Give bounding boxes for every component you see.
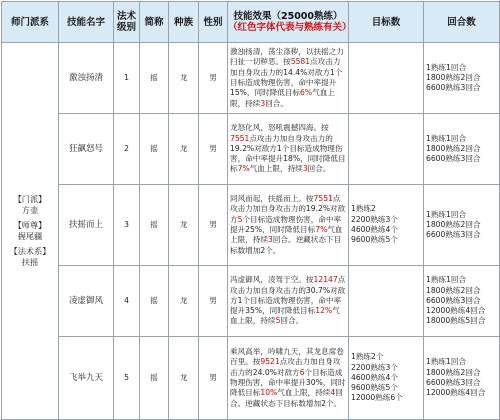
skill-gender: 男: [199, 337, 228, 420]
effect-segment: 7551: [230, 133, 250, 143]
header-level-line2: 级别: [116, 22, 136, 33]
skill-level: 1: [114, 43, 140, 114]
skill-rounds: [424, 266, 500, 337]
header-effect: [228, 2, 352, 43]
header-category: 简称: [140, 2, 169, 43]
skill-rounds: [424, 43, 500, 114]
rounds-line: 1800熟练2回合: [426, 219, 481, 229]
effect-segment: 6%: [300, 88, 313, 98]
skill-name: 激浊扬清: [59, 43, 114, 114]
effect-segment: 龙怒化风，怒吼震撼四海。按: [230, 123, 329, 133]
skill-name: 飞举九天: [59, 337, 114, 420]
skill-category: 摇: [140, 266, 169, 337]
target-line: 9600熟练5个: [351, 383, 398, 393]
header-effect-title: 技能效果（25000熟练）: [233, 11, 343, 22]
target-line: 4600熟练4个: [351, 225, 398, 234]
sect-value-school: 扶摇: [21, 257, 39, 267]
effect-segment: 5: [237, 214, 243, 224]
effect-segment: 回合。: [280, 316, 304, 326]
sect-value-sect: 方壶: [21, 205, 39, 215]
effect-segment: 回合。逆藏状态下目标数增加2个。: [230, 388, 343, 408]
rounds-line: 6600熟练3回合: [426, 295, 481, 305]
header-skill-name: 技能名字: [59, 2, 114, 43]
effect-segment: 气血上限，持续: [249, 164, 303, 174]
sect-label-sect: 【门派】: [13, 194, 47, 204]
effect-segment: 点攻击力加自身攻击力的30.7%对敌方1个目标造成物理伤害，命中率提升35%，同时降低目标: [230, 275, 346, 316]
skill-level: 4: [114, 266, 140, 337]
skill-category: 摇: [140, 43, 169, 114]
effect-segment: 6: [299, 367, 305, 377]
target-line: 4600熟练4个: [351, 372, 398, 382]
skill-race: 龙: [169, 337, 199, 420]
target-line: 12000熟练6个: [351, 393, 403, 403]
effect-segment: 7%: [315, 225, 328, 234]
skill-rounds: [424, 185, 500, 266]
rounds-line: 6600熟练3回合: [426, 378, 481, 387]
rounds-line: 1熟练1回合: [426, 133, 467, 143]
skill-effect: [228, 114, 349, 185]
effect-segment: 3: [267, 235, 273, 245]
effect-segment: 4: [330, 388, 336, 398]
header-sect: 师门派系: [2, 2, 59, 43]
effect-segment: 气血上限，持续: [230, 306, 340, 326]
skill-targets: [349, 43, 424, 114]
sect-cell: [2, 43, 59, 420]
skill-category: 摇: [140, 114, 169, 185]
effect-segment: 点攻击力加自身攻击力的19.2%对敌方: [230, 194, 346, 224]
rounds-line: 1800熟练2回合: [426, 285, 481, 295]
skill-effect: [228, 43, 349, 114]
header-race: 种族: [169, 2, 199, 43]
effect-segment: 个目标造成物理伤害，命中率提升30%，同时降低目标: [230, 367, 346, 398]
effect-segment: 3: [260, 98, 266, 108]
effect-segment: 乘风高举，吟啸九天，其龙息席卷百里。按: [230, 347, 344, 367]
effect-segment: 12147: [313, 275, 338, 285]
effect-segment: 点攻击力加自身攻击力的19.2%对敌方1个目标造成物理伤害，命中率提升18%，同时降低目标: [230, 133, 346, 174]
sect-label-school: 【法术系】: [9, 246, 51, 256]
effect-segment: 气血上限，持续: [230, 225, 343, 245]
rounds-line: 1800熟练2回合: [426, 72, 481, 82]
effect-segment: 点攻击力加自身攻击力的24.0%对敌方: [230, 357, 341, 377]
skill-race: 龙: [169, 266, 199, 337]
rounds-line: 6600熟练3回合: [426, 230, 481, 240]
target-line: 9600熟练5个: [351, 235, 398, 245]
effect-segment: 5581: [290, 57, 311, 67]
target-line: 2200熟练3个: [351, 214, 398, 224]
effect-segment: 冯虚御风，凌驾于空。按: [230, 275, 314, 285]
header-level: [114, 2, 140, 43]
header-row: [2, 2, 500, 43]
rounds-line: 1熟练1回合: [426, 209, 467, 219]
skill-rounds: [424, 114, 500, 185]
effect-segment: 个目标造成物理伤害，命中率提升25%，同时降低目标: [230, 214, 342, 234]
skill-targets: [349, 337, 424, 420]
header-effect-subtitle: （红色字体代表与熟练有关）: [228, 22, 352, 33]
effect-segment: 12%: [315, 306, 333, 316]
effect-segment: 3: [302, 164, 308, 174]
sect-label-master: 【师尊】: [13, 220, 47, 230]
effect-segment: 同风而起，扶摇而上。按: [230, 194, 314, 204]
skill-name: 凌虚御风: [59, 266, 114, 337]
skill-targets: [349, 266, 424, 337]
sect-value-master: 握尾疆: [17, 231, 43, 241]
skill-category: 摇: [140, 185, 169, 266]
effect-segment: 激浊扬清，荡尘涤秽，以扶摇之力扫扯一切秽恶。按: [230, 47, 344, 67]
rounds-line: 1800熟练2回合: [426, 367, 481, 377]
rounds-line: 6600熟练3回合: [426, 154, 481, 164]
skill-table: [1, 1, 500, 420]
effect-segment: 回合。逆藏状态下目标数增加2个。: [230, 235, 342, 255]
rounds-line: 1熟练1回合: [426, 275, 467, 285]
effect-segment: 7551: [313, 194, 333, 204]
skill-gender: 男: [199, 43, 228, 114]
skill-race: 龙: [169, 43, 199, 114]
target-line: 1熟练2: [351, 204, 376, 214]
effect-segment: 10%: [260, 388, 278, 398]
table-row: [2, 185, 500, 266]
rounds-line: 12000熟练4回合: [426, 306, 486, 316]
skill-level: 3: [114, 185, 140, 266]
rounds-line: 1熟练1回合: [426, 62, 467, 72]
skill-race: 龙: [169, 114, 199, 185]
target-line: 1熟练2个: [351, 352, 384, 362]
rounds-line: 6600熟练3回合: [426, 83, 481, 93]
effect-segment: 回合。: [265, 98, 288, 108]
rounds-line: 18000熟练5回合: [426, 316, 486, 326]
skill-gender: 男: [199, 266, 228, 337]
skill-rounds: [424, 337, 500, 420]
rounds-line: 1熟练1回合: [426, 357, 467, 367]
table-row: [2, 266, 500, 337]
effect-segment: 7%: [237, 164, 250, 174]
header-target-count: 目标数: [349, 2, 424, 43]
target-line: 2200熟练3个: [351, 362, 398, 372]
skill-level: 2: [114, 114, 140, 185]
effect-segment: 气血上限，持续: [277, 388, 331, 398]
skill-category: 摇: [140, 337, 169, 420]
skill-gender: 男: [199, 185, 228, 266]
effect-segment: 回合。: [307, 164, 331, 174]
skill-name: 扶摇而上: [59, 185, 114, 266]
skill-targets: [349, 114, 424, 185]
rounds-line: 1800熟练2回合: [426, 143, 481, 153]
skill-effect: [228, 185, 349, 266]
header-gender: 性别: [199, 2, 228, 43]
effect-segment: 9521: [260, 357, 280, 367]
table-row: [2, 114, 500, 185]
skill-targets: [349, 185, 424, 266]
skill-name: 狂飙怒号: [59, 114, 114, 185]
skill-gender: 男: [199, 114, 228, 185]
skill-table-container: [1, 1, 499, 408]
skill-race: 龙: [169, 185, 199, 266]
effect-segment: 5: [275, 316, 281, 326]
header-level-line1: 法术: [116, 11, 136, 22]
table-row: [2, 43, 500, 114]
skill-effect: [228, 337, 349, 420]
table-row: [2, 337, 500, 420]
rounds-line: 12000熟练4回合: [426, 388, 486, 398]
effect-segment: 点攻击力加自身攻击力的14.4%对敌方1个目标造成物理伤害，命中率提升15%，同时降低目标: [230, 57, 343, 98]
skill-level: 5: [114, 337, 140, 420]
header-rounds: 回合数: [424, 2, 500, 43]
skill-effect: [228, 266, 349, 337]
effect-segment: 气血上限，持续: [230, 88, 335, 108]
